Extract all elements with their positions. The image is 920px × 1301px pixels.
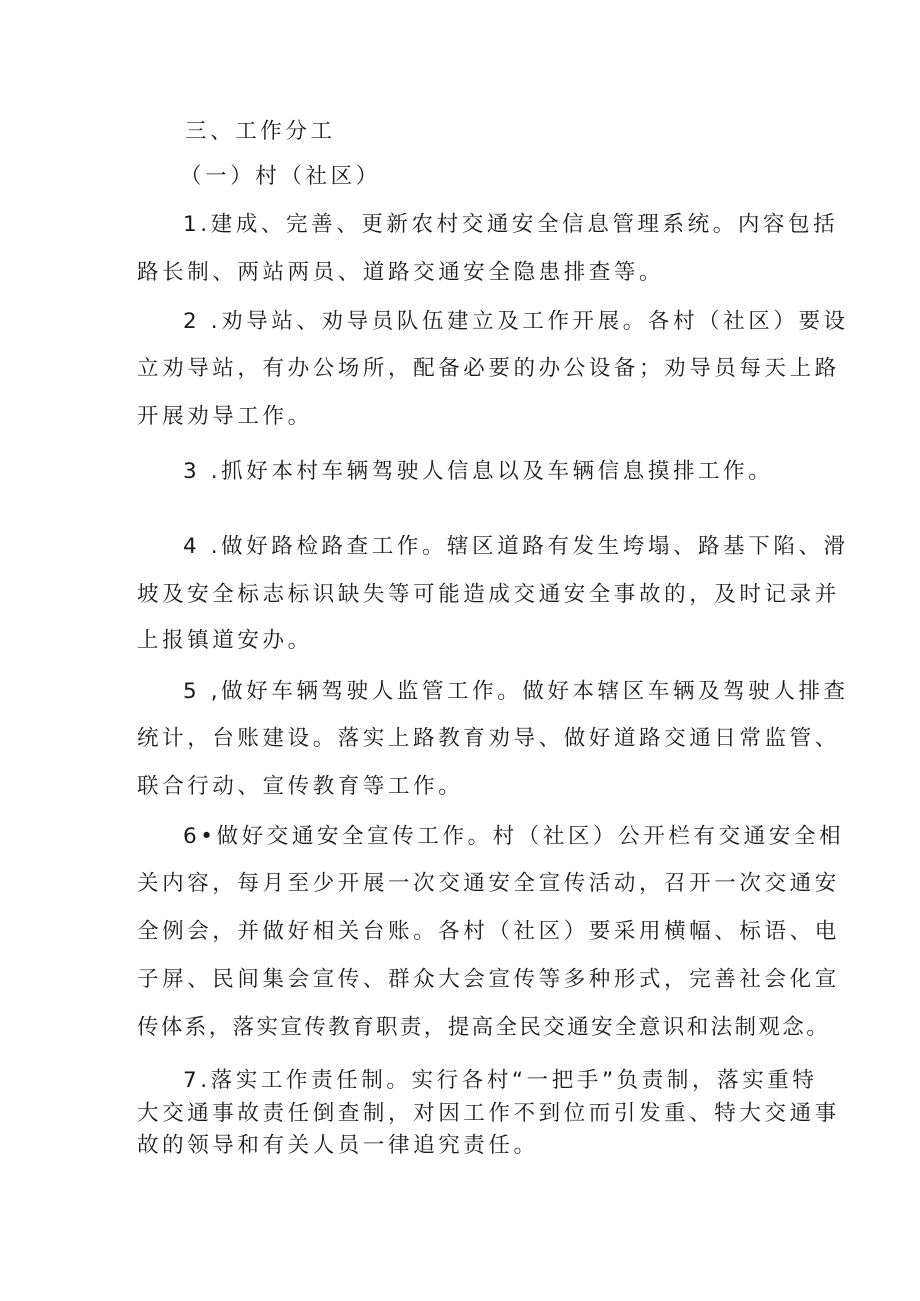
- section-heading: 三、工作分工: [185, 119, 336, 144]
- item-6-line-5: 传体系，落实宣传教育职责，提高全民交通安全意识和法制观念。: [137, 1015, 831, 1040]
- item-1-line-2: 路长制、两站两员、道路交通安全隐患排查等。: [137, 260, 665, 285]
- item-1-line-1: 1.建成、完善、更新农村交通安全信息管理系统。内容包括: [183, 212, 839, 237]
- item-6-line-4: 子屏、民间集会宣传、群众大会宣传等多种形式，完善社会化宣: [137, 967, 840, 992]
- section-subheading: （一）村（社区）: [180, 164, 381, 189]
- item-5-line-2: 统计，台账建设。落实上路教育劝导、做好道路交通日常监管、: [137, 726, 840, 751]
- item-7-line-1: 7.落实工作责任制。实行各村“一把手”负责制，落实重特: [183, 1068, 818, 1093]
- item-2-line-2: 立劝导站，有办公场所，配备必要的办公设备；劝导员每天上路: [137, 356, 840, 381]
- item-6-line-1: 6•做好交通安全宣传工作。村（社区）公开栏有交通安全相: [183, 824, 845, 849]
- item-7-line-2: 大交通事故责任倒查制，对因工作不到位而引发重、特大交通事: [137, 1101, 840, 1126]
- item-5-line-3: 联合行动、宣传教育等工作。: [137, 774, 464, 799]
- item-3-line-1: 3 .抓好本村车辆驾驶人信息以及车辆信息摸排工作。: [183, 459, 774, 484]
- item-6-line-2: 关内容，每月至少开展一次交通安全宣传活动，召开一次交通安: [137, 871, 840, 896]
- item-4-line-3: 上报镇道安办。: [137, 628, 313, 653]
- item-2-line-1: 2 .劝导站、劝导员队伍建立及工作开展。各村（社区）要设: [183, 309, 849, 334]
- item-7-line-3: 故的领导和有关人员一律追究责任。: [137, 1133, 539, 1158]
- item-4-line-2: 坡及安全标志标识缺失等可能造成交通安全事故的，及时记录并: [137, 582, 840, 607]
- item-2-line-3: 开展劝导工作。: [137, 404, 313, 429]
- item-5-line-1: 5 ,做好车辆驾驶人监管工作。做好本辖区车辆及驾驶人排查: [183, 679, 849, 704]
- item-6-line-3: 全例会，并做好相关台账。各村（社区）要采用横幅、标语、电: [137, 919, 840, 944]
- item-4-line-1: 4 .做好路检路查工作。辖区道路有发生垮塌、路基下陷、滑: [183, 534, 849, 559]
